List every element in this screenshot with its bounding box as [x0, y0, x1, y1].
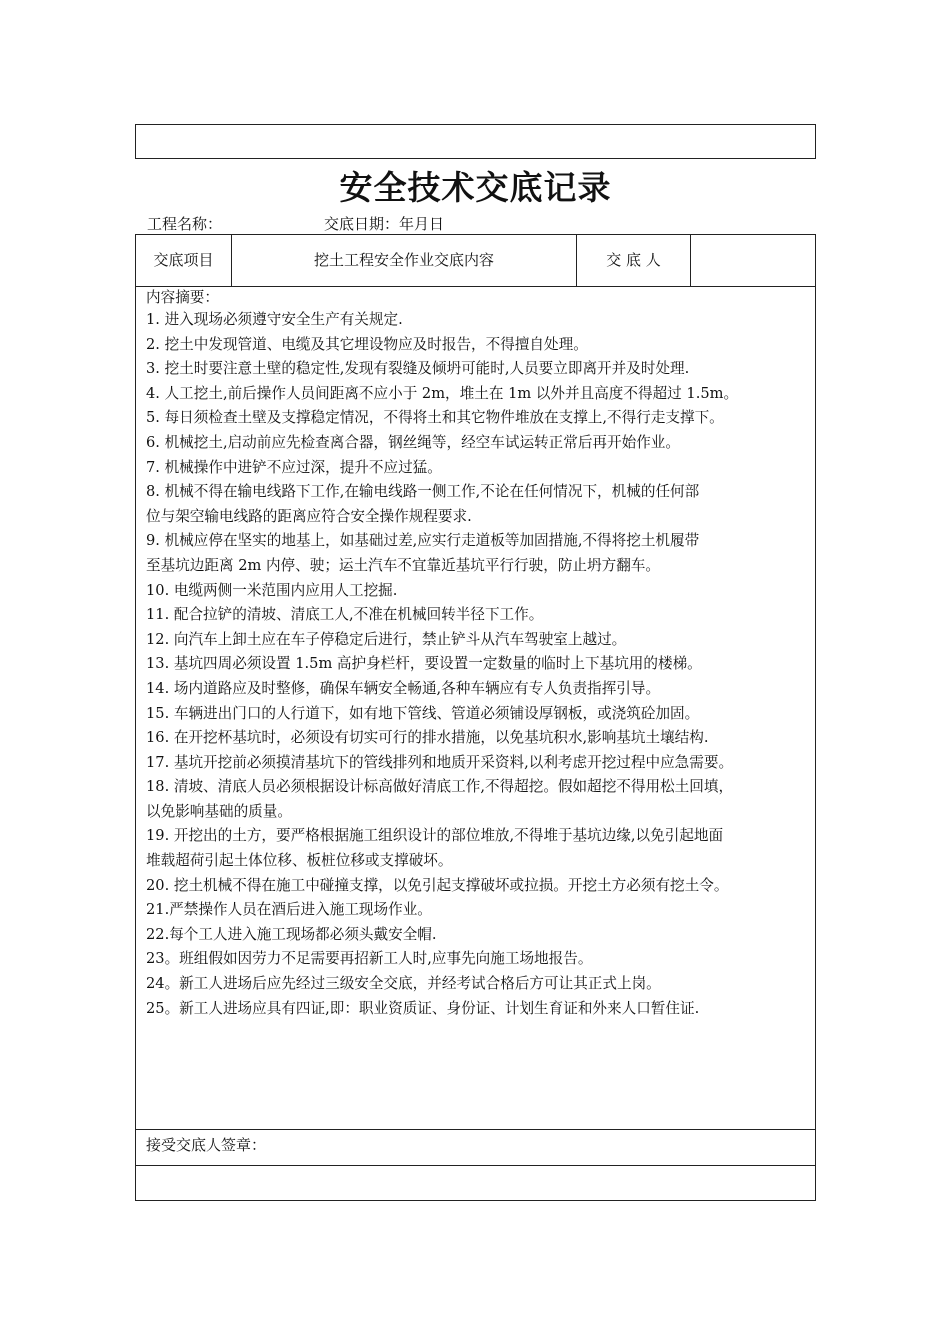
top-blank-box	[135, 124, 816, 159]
content-line: 13. 基坑四周必须设置 1.5m 高护身栏杆，要设置一定数量的临时上下基坑用的楼梯。	[146, 655, 702, 673]
content-line: 位与架空输电线路的距离应符合安全操作规程要求.	[146, 507, 472, 525]
content-line: 23。班组假如因劳力不足需要再招新工人时,应事先向施工场地报告。	[146, 950, 593, 968]
content-line: 25。新工人进场应具有四证,即：职业资质证、身份证、计划生育证和外来人口暂住证.	[146, 999, 700, 1017]
content-line: 6. 机械挖土,启动前应先检查离合器，钢丝绳等，经空车试运转正常后再开始作业。	[146, 433, 680, 451]
document-title: 安全技术交底记录	[339, 168, 612, 207]
handover-date-label: 交底日期：年月日	[324, 215, 445, 233]
person-value-cell	[691, 235, 815, 286]
signature-label: 接受交底人签章：	[146, 1136, 267, 1154]
divider	[136, 1129, 815, 1130]
content-line: 17. 基坑开挖前必须摸清基坑下的管线排列和地质开采资料,以利考虑开挖过程中应急需要。	[146, 753, 734, 771]
project-name-label: 工程名称：	[147, 215, 223, 233]
content-line: 15. 车辆进出门口的人行道下，如有地下管线、管道必须铺设厚钢板，或浇筑砼加固。	[146, 704, 700, 722]
content-line: 18. 清坡、清底人员必须根据设计标高做好清底工作,不得超挖。假如超挖不得用松土回填，	[146, 778, 734, 796]
content-line: 14. 场内道路应及时整修，确保车辆安全畅通,各种车辆应有专人负责指挥引导。	[146, 679, 661, 697]
content-line: 11. 配合拉铲的清坡、清底工人,不准在机械回转半径下工作。	[146, 606, 544, 624]
item-value-cell: 挖土工程安全作业交底内容	[313, 251, 494, 269]
content-line: 3. 挖土时要注意土壁的稳定性,发现有裂缝及倾坍可能时,人员要立即离开并及时处理.	[146, 360, 690, 378]
content-line: 至基坑边距离 2m 内停、驶；运土汽车不宜靠近基坑平行行驶，防止坍方翻车。	[146, 556, 660, 574]
content-line: 20. 挖土机械不得在施工中碰撞支撑，以免引起支撑破坏或拉损。开挖土方必须有挖土令。	[146, 876, 729, 894]
content-line: 4. 人工挖土,前后操作人员间距离不应小于 2m，堆土在 1m 以外并且高度不得超过 1.5m。	[146, 384, 739, 402]
content-summary	[136, 287, 817, 1021]
content-line: 2. 挖土中发现管道、电缆及其它埋设物应及时报告，不得擅自处理。	[146, 335, 588, 353]
content-line: 7. 机械操作中进铲不应过深，提升不应过猛。	[146, 458, 442, 476]
content-line: 19. 开挖出的土方，要严格根据施工组织设计的部位堆放,不得堆于基坑边缘,以免引起地面	[146, 827, 724, 845]
content-line: 5. 每日须检查土壁及支撑稳定情况，不得将土和其它物件堆放在支撑上,不得行走支撑下。	[146, 409, 724, 427]
divider	[136, 1165, 815, 1166]
content-line: 8. 机械不得在输电线路下工作,在输电线路一侧工作,不论在任何情况下，机械的任何部	[146, 483, 700, 501]
content-line: 9. 机械应停在坚实的地基上，如基础过差,应实行走道板等加固措施,不得将挖土机履带	[146, 532, 700, 550]
content-line: 21.严禁操作人员在酒后进入施工现场作业。	[146, 901, 432, 919]
content-line: 以免影响基础的质量。	[146, 802, 292, 820]
item-label-cell: 交底项目	[153, 251, 214, 269]
person-label-cell: 交 底 人	[606, 251, 661, 269]
content-line: 16. 在开挖杯基坑时，必须设有切实可行的排水措施，以免基坑积水,影响基坑土壤结构.	[146, 729, 709, 747]
content-line: 24。新工人进场后应先经过三级安全交底，并经考试合格后方可让其正式上岗。	[146, 975, 661, 993]
content-line: 12. 向汽车上卸土应在车子停稳定后进行，禁止铲斗从汽车驾驶室上越过。	[146, 630, 627, 648]
handover-record-table	[135, 234, 816, 1201]
content-line: 1. 进入现场必须遵守安全生产有关规定.	[146, 311, 403, 328]
summary-label: 内容摘要：	[146, 289, 219, 306]
content-list	[146, 308, 809, 1021]
content-line: 堆载超荷引起土体位移、板桩位移或支撑破坏。	[146, 852, 453, 870]
content-line: 22.每个工人进入施工现场都必须头戴安全帽.	[146, 925, 437, 943]
content-line: 10. 电缆两侧一米范围内应用人工挖掘.	[146, 581, 398, 599]
